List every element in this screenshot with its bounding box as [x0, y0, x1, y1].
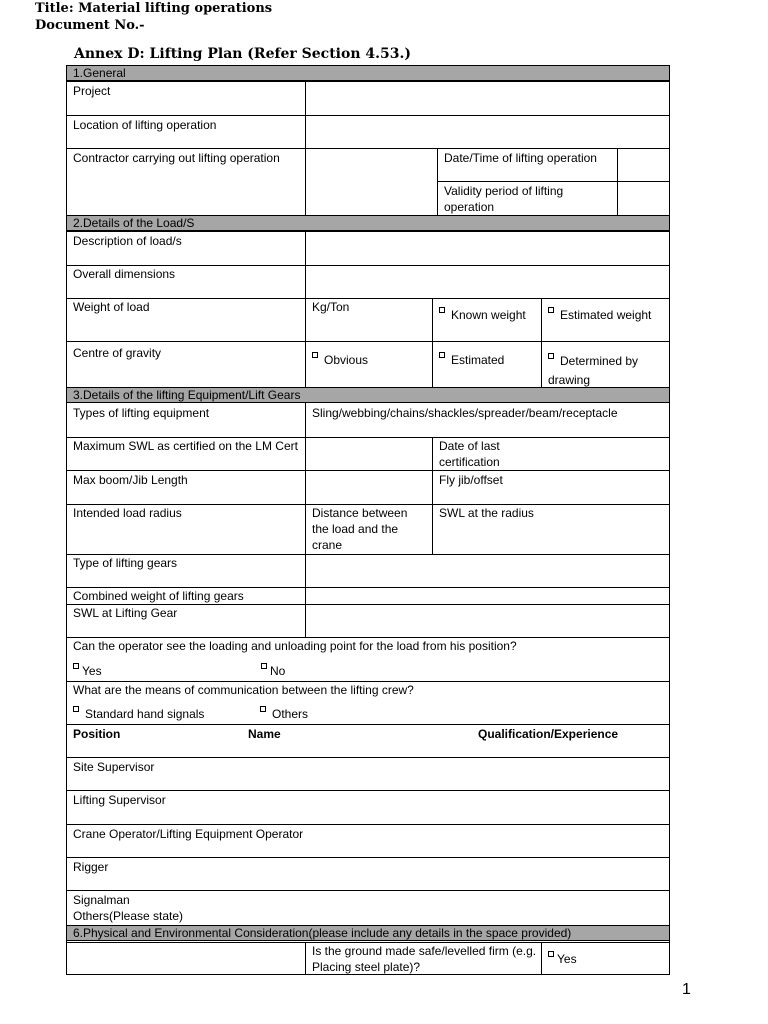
- row-divider: [305, 81, 670, 82]
- obvious-label: Obvious: [324, 353, 369, 367]
- weight-unit-label: Kg/Ton: [312, 300, 350, 314]
- no-label: No: [270, 664, 286, 678]
- row-divider: [66, 298, 670, 299]
- row-divider: [66, 824, 670, 825]
- column-divider: [305, 403, 306, 637]
- equipment-types-label: Types of lifting equipment: [73, 406, 210, 420]
- row-divider: [66, 724, 670, 725]
- max-swl-label: Maximum SWL as certified on the LM Cert: [73, 439, 298, 453]
- row-divider: [66, 81, 305, 82]
- column-divider: [432, 298, 433, 387]
- document-number: Document No.-: [35, 18, 145, 33]
- estimated-weight-option[interactable]: [548, 307, 666, 323]
- column-divider: [305, 231, 306, 387]
- location-label: Location of lifting operation: [73, 118, 217, 132]
- yes-label: Yes: [82, 664, 102, 678]
- gear-weight-label: Combined weight of lifting gears: [73, 589, 244, 603]
- known-weight-option[interactable]: [439, 307, 526, 323]
- equipment-types-value: Sling/webbing/chains/shackles/spreader/beam/receptacle: [312, 406, 618, 420]
- load-radius-label: Intended load radius: [73, 506, 182, 520]
- column-divider: [617, 148, 618, 215]
- page-number: 1: [682, 981, 691, 998]
- checkbox-icon[interactable]: [439, 307, 445, 313]
- estimated-label: Estimated: [451, 353, 505, 367]
- section-environment-header: 6.Physical and Environmental Consideration(please include any details in the space provided): [66, 925, 670, 941]
- row-divider: [66, 757, 670, 758]
- date-certification-label: Date of last certification: [439, 439, 500, 469]
- checkbox-icon[interactable]: [261, 663, 267, 669]
- checkbox-icon[interactable]: [73, 663, 79, 669]
- column-divider: [437, 148, 438, 215]
- contractor-label: Contractor carrying out lifting operation: [73, 151, 280, 165]
- section-load-header: 2.Details of the Load/S: [66, 215, 670, 231]
- column-divider: [305, 942, 306, 975]
- estimated-option[interactable]: [439, 352, 504, 368]
- communication-question: What are the means of communication between the lifting crew?: [73, 683, 414, 697]
- checkbox-icon[interactable]: [312, 352, 318, 358]
- others-label: Others: [272, 707, 309, 721]
- row-divider: [66, 790, 670, 791]
- document-title: Title: Material lifting operations: [35, 1, 273, 16]
- checkbox-icon[interactable]: [548, 951, 554, 957]
- row-divider: [66, 942, 305, 943]
- operator-sight-yes-option[interactable]: [73, 663, 102, 679]
- row-divider: [66, 857, 670, 858]
- site-supervisor-label: Site Supervisor: [73, 760, 155, 774]
- fly-jib-label: Fly jib/offset: [439, 473, 503, 487]
- boom-length-label: Max boom/Jib Length: [73, 473, 188, 487]
- section-equipment-header: 3.Details of the lifting Equipment/Lift Gears: [66, 387, 670, 403]
- determined-option[interactable]: [548, 352, 666, 390]
- checkbox-icon[interactable]: [260, 706, 266, 712]
- distance-label: Distance between the load and the crane: [312, 506, 408, 552]
- rigger-label: Rigger: [73, 860, 109, 874]
- others-please-state-label: Others(Please state): [73, 909, 184, 923]
- checkbox-icon[interactable]: [548, 353, 554, 359]
- validity-label: Validity period of lifting operation: [444, 184, 564, 214]
- row-divider: [66, 470, 670, 471]
- operator-sight-question: Can the operator see the loading and unloading point for the load from his position?: [73, 639, 517, 653]
- centre-of-gravity-label: Centre of gravity: [73, 346, 162, 360]
- annex-title: Annex D: Lifting Plan (Refer Section 4.53.): [74, 46, 411, 62]
- row-divider: [66, 341, 670, 342]
- others-option[interactable]: [260, 706, 308, 722]
- checkbox-icon[interactable]: [548, 307, 554, 313]
- obvious-option[interactable]: [312, 352, 368, 368]
- weight-label: Weight of load: [73, 300, 150, 314]
- ground-yes-option[interactable]: [548, 951, 577, 967]
- column-divider: [432, 437, 433, 554]
- row-divider: [66, 115, 670, 116]
- row-divider: [305, 231, 670, 232]
- row-divider: [66, 890, 670, 891]
- section-general-header: 1.General: [66, 65, 670, 81]
- name-column-header: Name: [248, 727, 281, 741]
- hand-signals-label: Standard hand signals: [85, 707, 205, 721]
- ground-question: Is the ground made safe/levelled firm (e.g. Placing steel plate)?: [312, 944, 537, 974]
- known-weight-label: Known weight: [451, 308, 526, 322]
- swl-radius-label: SWL at the radius: [439, 506, 534, 520]
- operator-sight-no-option[interactable]: [261, 663, 285, 679]
- crane-operator-label: Crane Operator/Lifting Equipment Operator: [73, 827, 304, 841]
- determined-label: Determined by drawing: [548, 354, 639, 387]
- checkbox-icon[interactable]: [73, 706, 79, 712]
- row-divider: [66, 231, 305, 232]
- position-column-header: Position: [73, 727, 121, 741]
- column-divider: [305, 81, 306, 215]
- column-divider: [541, 298, 542, 387]
- project-label: Project: [73, 84, 111, 98]
- checkbox-icon[interactable]: [439, 352, 445, 358]
- estimated-weight-label: Estimated weight: [560, 308, 652, 322]
- gear-swl-label: SWL at Lifting Gear: [73, 606, 178, 620]
- datetime-label: Date/Time of lifting operation: [444, 151, 597, 165]
- ground-yes-label: Yes: [557, 952, 577, 966]
- column-divider: [541, 942, 542, 975]
- lifting-supervisor-label: Lifting Supervisor: [73, 793, 166, 807]
- hand-signals-option[interactable]: [73, 706, 204, 722]
- description-label: Description of load/s: [73, 234, 182, 248]
- signalman-label: Signalman: [73, 893, 130, 907]
- row-divider: [66, 148, 670, 149]
- dimensions-label: Overall dimensions: [73, 267, 176, 281]
- gear-type-label: Type of lifting gears: [73, 556, 178, 570]
- qualification-column-header: Qualification/Experience: [478, 727, 619, 741]
- row-divider: [437, 181, 670, 182]
